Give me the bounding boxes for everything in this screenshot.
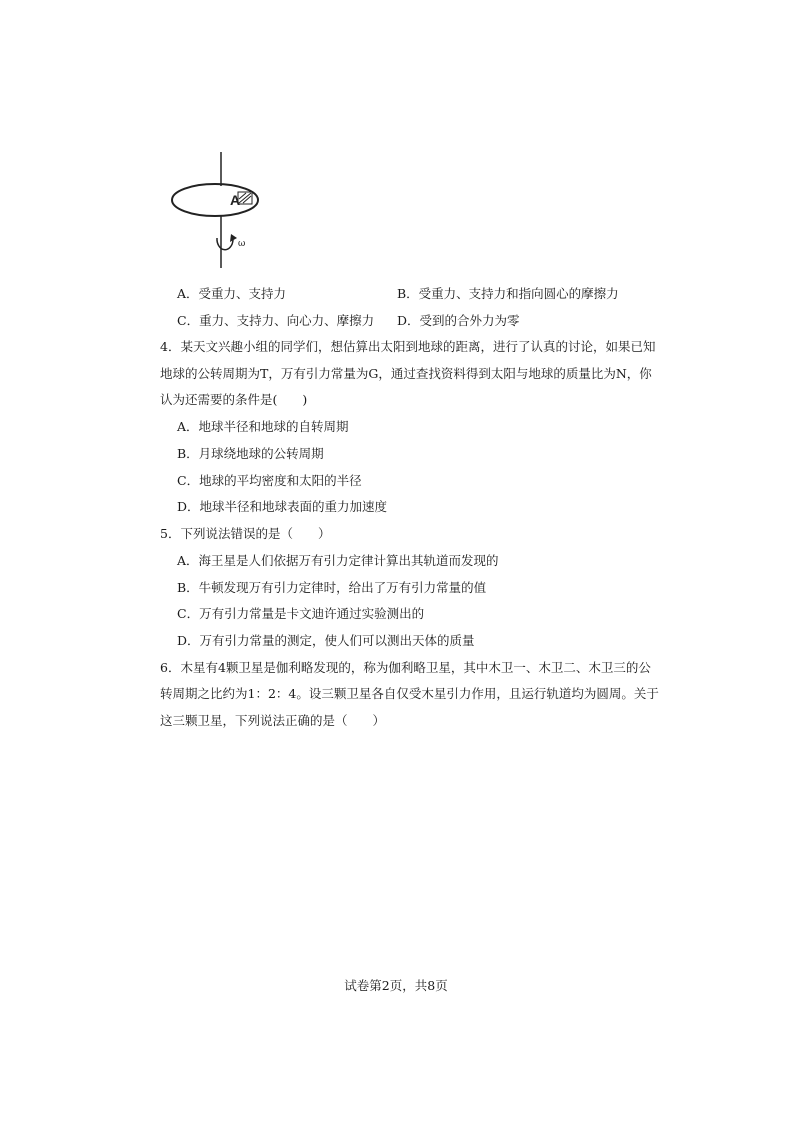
q3-option-b: B．受重力、支持力和指向圆心的摩擦力 bbox=[397, 286, 619, 301]
omega-label: ω bbox=[238, 239, 246, 249]
q4-option-a: A．地球半径和地球的自转周期 bbox=[177, 419, 349, 434]
q5-option-d: D．万有引力常量的测定，使人们可以测出天体的质量 bbox=[177, 633, 475, 648]
q5-option-c: C．万有引力常量是卡文迪许通过实验测出的 bbox=[177, 606, 425, 621]
q5-option-a: A．海王星是人们依据万有引力定律计算出其轨道而发现的 bbox=[177, 553, 499, 568]
q6-stem-line-2: 转周期之比约为1：2：4。设三颗卫星各自仅受木星引力作用，且运行轨道均为圆周。关于 bbox=[160, 686, 659, 701]
q3-option-c: C．重力、支持力、向心力、摩擦力 bbox=[177, 313, 375, 328]
q4-option-b: B．月球绕地球的公转周期 bbox=[177, 446, 324, 461]
q6-stem-line-3: 这三颗卫星，下列说法正确的是（ ） bbox=[160, 713, 386, 728]
rotating-disc-diagram bbox=[165, 150, 260, 272]
q6-stem-line-1: 6．木星有4颗卫星是伽利略发现的，称为伽利略卫星，其中木卫一、木卫二、木卫三的公 bbox=[160, 660, 651, 675]
q4-stem-line-3: 认为还需要的条件是( ) bbox=[160, 392, 308, 407]
q4-option-c: C．地球的平均密度和太阳的半径 bbox=[177, 473, 362, 488]
rotating-disc-figure bbox=[165, 150, 260, 272]
q3-option-d: D．受到的合外力为零 bbox=[397, 313, 520, 328]
block-label: A bbox=[230, 192, 241, 208]
q5-option-b: B．牛顿发现万有引力定律时，给出了万有引力常量的值 bbox=[177, 580, 487, 595]
q4-stem-line-1: 4．某天文兴趣小组的同学们，想估算出太阳到地球的距离，进行了认真的讨论，如果已知 bbox=[160, 339, 656, 354]
q4-stem-line-2: 地球的公转周期为T，万有引力常量为G，通过查找资料得到太阳与地球的质量比为N，你 bbox=[160, 366, 652, 381]
q5-stem: 5．下列说法错误的是（ ） bbox=[160, 526, 331, 541]
q3-option-a: A．受重力、支持力 bbox=[177, 286, 287, 301]
page-footer: 试卷第2页，共8页 bbox=[344, 978, 448, 993]
q4-option-d: D．地球半径和地球表面的重力加速度 bbox=[177, 499, 388, 514]
